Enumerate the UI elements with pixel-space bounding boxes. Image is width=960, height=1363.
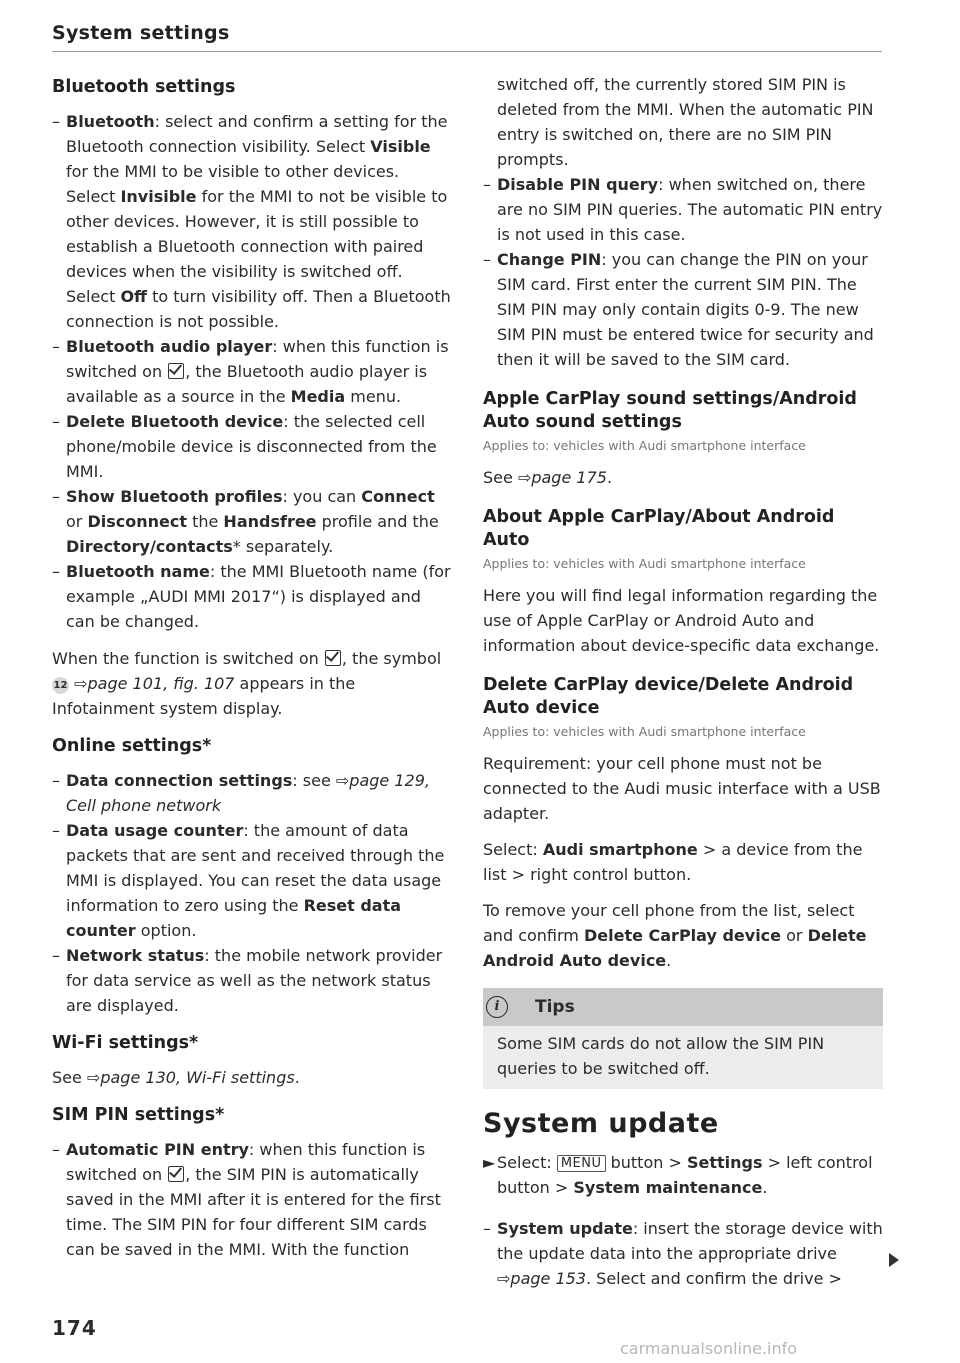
arrow-ref-icon: ⇨ [497, 1269, 511, 1288]
applies-to: Applies to: vehicles with Audi smartphone interface [483, 556, 806, 571]
arrow-ref-icon: ⇨ [335, 771, 350, 790]
list-item: – Data usage counter: the amount of data packets that are sent and received through the MMI is displayed. You can reset the data usage information to zero using the Reset data counter option. [52, 821, 445, 940]
delete-carplay-heading: Delete CarPlay device/Delete Android Auto device [483, 675, 854, 718]
list-item: – Bluetooth audio player: when this function is switched on , the Bluetooth audio player is available as a source in the Media menu. [52, 337, 449, 406]
sim-pin-settings-heading: SIM PIN settings* [52, 1105, 225, 1125]
page-reference[interactable]: page 130, Wi-Fi settings [100, 1068, 295, 1087]
wifi-see: See ⇨page 130, Wi-Fi settings. [52, 1068, 300, 1087]
bluetooth-settings-heading: Bluetooth settings [52, 77, 236, 97]
list-item: – Network status: the mobile network provider for data service as well as the network status are displayed. [52, 946, 443, 1015]
select-text: Select: Audi smartphone > a device from the list > right control button. [483, 840, 863, 884]
tips-body [483, 1026, 883, 1089]
menu-key: MENU [557, 1155, 606, 1172]
wifi-settings-heading: Wi-Fi settings* [52, 1033, 199, 1053]
online-settings-heading: Online settings* [52, 736, 212, 756]
list-item: – Disable PIN query: when switched on, there are no SIM PIN queries. The automatic PIN entry is not used in this case. [483, 175, 883, 244]
tips-header [483, 988, 883, 1026]
tips-title: Tips [535, 997, 575, 1017]
applies-to: Applies to: vehicles with Audi smartphone interface [483, 438, 806, 453]
checkbox-checked-icon [168, 1166, 184, 1182]
page-number: 174 [52, 1316, 97, 1340]
section-title: System settings [52, 22, 230, 44]
list-item: – Automatic PIN entry: when this function is switched on , the SIM PIN is automatically saved in the MMI after it is entered for the first time. The SIM PIN for four different SIM cards can be saved in the MMI. With the function [52, 1140, 441, 1259]
arrow-ref-icon: ⇨ [86, 1068, 101, 1087]
list-item: – Bluetooth: select and confirm a setting for the Bluetooth connection visibility. Select Visible for the MMI to be visible to other devices. Select Invisible for the MMI to not be visible to other devices. However, it is still possible to establish a Bluetooth connection with paired devices when the visibility is switched off. Select Off to turn visibility off. Then a Bluetooth connection is not possible. [52, 112, 451, 331]
checkbox-checked-icon [325, 650, 341, 666]
carplay-sound-see: See ⇨page 175. [483, 468, 613, 487]
system-update-title: System update [483, 1108, 719, 1139]
right-column [483, 72, 883, 1291]
left-column [52, 72, 452, 1262]
page-reference[interactable]: page 153 [510, 1269, 586, 1288]
list-item: – Bluetooth name: the MMI Bluetooth name (for example „AUDI MMI 2017“) is displayed and can be changed. [52, 562, 451, 631]
page-reference[interactable]: page 101, fig. 107 [87, 674, 235, 693]
bluetooth-note: When the function is switched on , the symbol 12 ⇨page 101, fig. 107 appears in the Infotainment system display. [52, 649, 442, 718]
about-text: Here you will find legal information regarding the use of Apple CarPlay or Android Auto and information about device-specific data exchange. [483, 586, 880, 655]
step-arrow-icon: ► [483, 1153, 496, 1172]
list-item: – Change PIN: you can change the PIN on your SIM card. First enter the current SIM PIN. The SIM PIN may only contain digits 0-9. The new SIM PIN must be entered twice for security and then it will be saved to the SIM card. [483, 250, 874, 369]
arrow-ref-icon: ⇨ [74, 674, 88, 693]
watermark: carmanualsonline.info [620, 1339, 798, 1358]
applies-to: Applies to: vehicles with Audi smartphone interface [483, 724, 806, 739]
info-icon: i [486, 996, 508, 1018]
requirement-text: Requirement: your cell phone must not be connected to the Audi music interface with a USB adapter. [483, 754, 881, 823]
callout-number-icon: 12 [52, 677, 69, 694]
page-reference[interactable]: page 175 [531, 468, 607, 487]
continued-text: switched off, the currently stored SIM PIN is deleted from the MMI. When the automatic PIN entry is switched on, there are no SIM PIN prompts. [497, 75, 874, 169]
continue-arrow-icon [889, 1253, 899, 1267]
page-reference[interactable]: page 129, Cell phone network [66, 771, 430, 815]
list-item: – Delete Bluetooth device: the selected cell phone/mobile device is disconnected from the MMI. [52, 412, 437, 481]
list-item: – Data connection settings: see ⇨page 129, Cell phone network [52, 771, 430, 815]
about-carplay-heading: About Apple CarPlay/About Android Auto [483, 507, 835, 550]
tips-box [483, 988, 883, 1089]
step-item: ► Select: MENU button > Settings > left control button > System maintenance. [483, 1150, 883, 1200]
page-header [52, 22, 882, 52]
list-item: – Show Bluetooth profiles: you can Connect or Disconnect the Handsfree profile and the Directory/contacts* separately. [52, 487, 439, 556]
checkbox-checked-icon [168, 363, 184, 379]
carplay-sound-heading: Apple CarPlay sound settings/Android Auto sound settings [483, 389, 857, 432]
list-item: – System update: insert the storage device with the update data into the appropriate drive ⇨page 153. Select and confirm the drive > [483, 1219, 883, 1288]
remove-text: To remove your cell phone from the list, select and confirm Delete CarPlay device or Delete Android Auto device. [483, 901, 867, 970]
tips-text: Some SIM cards do not allow the SIM PIN queries to be switched off. [497, 1034, 825, 1078]
arrow-ref-icon: ⇨ [517, 468, 532, 487]
